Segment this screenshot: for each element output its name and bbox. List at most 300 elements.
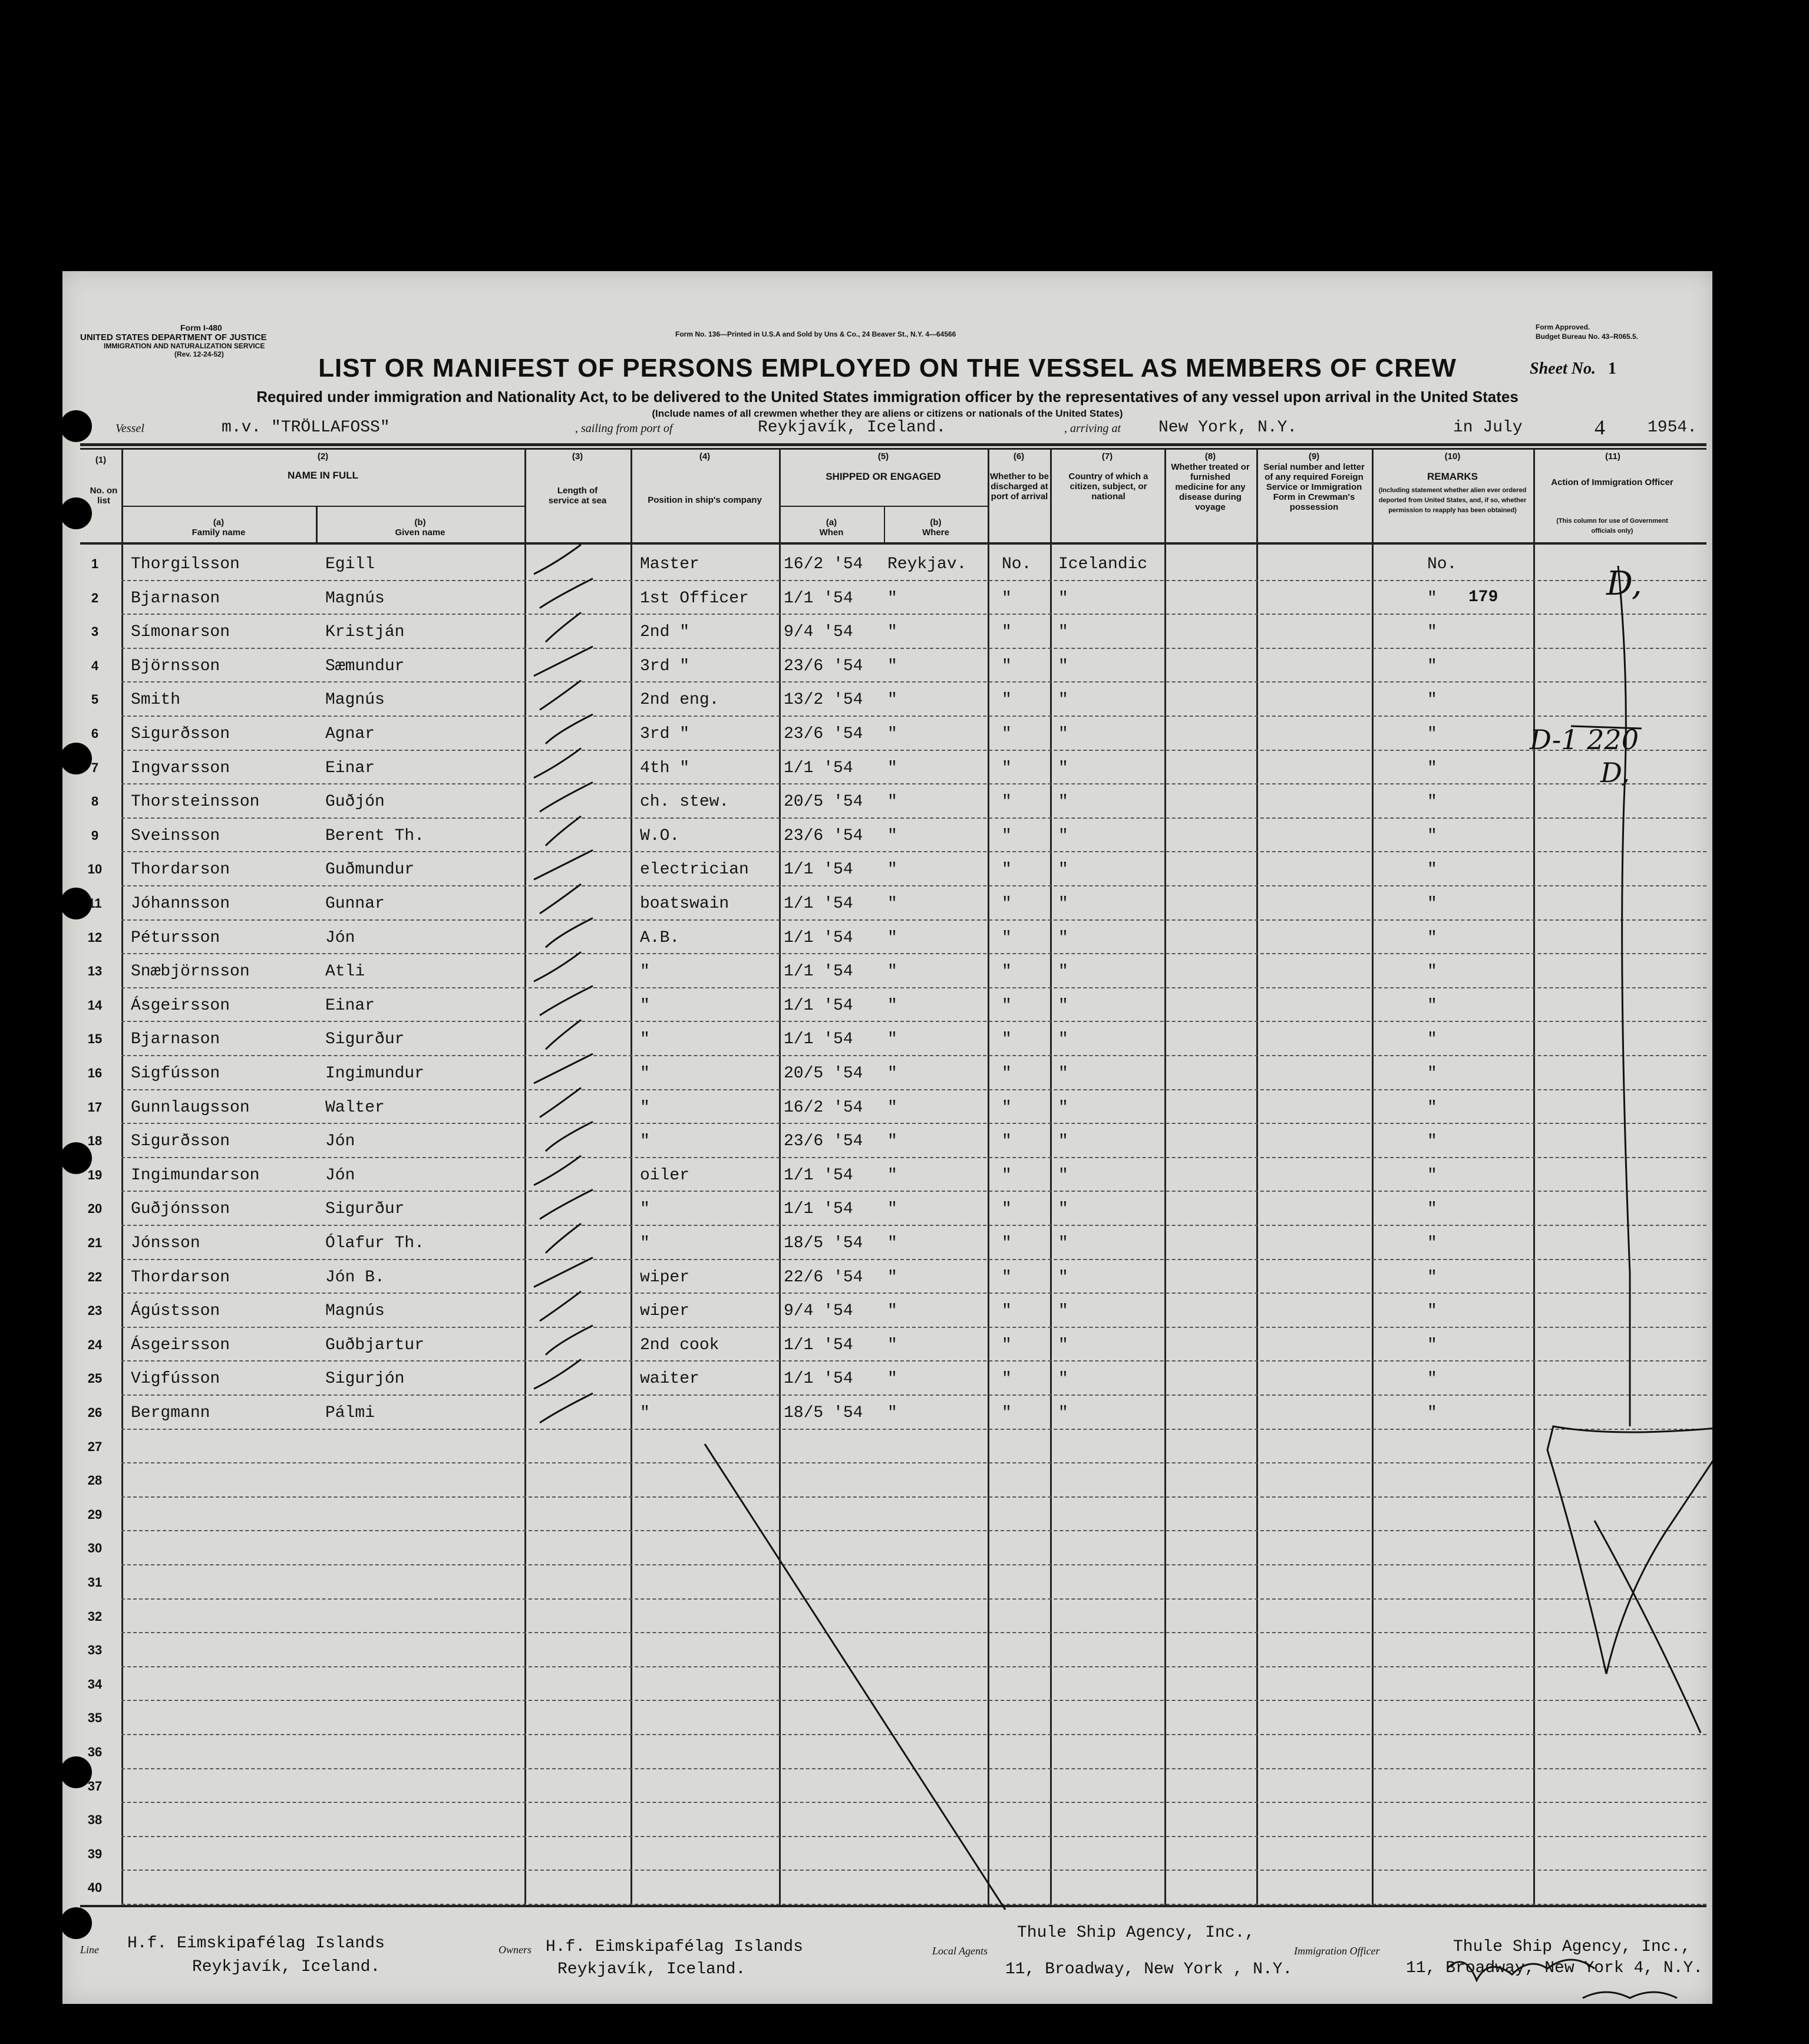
- punch-hole: [60, 1907, 92, 1939]
- discharge-flag: ": [1002, 793, 1012, 812]
- shipped-when: 13/2 '54: [784, 691, 863, 710]
- shipped-when: 16/2 '54: [784, 1098, 863, 1117]
- table-row: [62, 1064, 1712, 1099]
- row-number: 40: [87, 1880, 103, 1895]
- table-row: [62, 997, 1712, 1031]
- row-rule: [121, 1700, 1706, 1701]
- remarks: ": [1427, 1370, 1437, 1389]
- remarks: ": [1427, 996, 1437, 1015]
- row-rule: [121, 1632, 1706, 1633]
- position: 1st Officer: [640, 589, 749, 608]
- table-row: [62, 725, 1712, 759]
- row-number: 23: [87, 1303, 103, 1318]
- revision: (Rev. 12-24-52): [174, 350, 224, 358]
- column-header: (10): [1444, 451, 1461, 461]
- shipped-when: 16/2 '54: [784, 555, 863, 573]
- country: ": [1058, 1166, 1068, 1185]
- country: ": [1058, 759, 1068, 777]
- discharge-flag: ": [1002, 826, 1012, 845]
- position: oiler: [640, 1166, 690, 1185]
- table-row: [62, 1370, 1712, 1404]
- given-name: Guðjón: [325, 793, 385, 812]
- shipped-where: ": [887, 996, 897, 1015]
- row-number: 34: [87, 1676, 103, 1692]
- immigration-value: 11, Broadway, New York 4, N.Y.: [1406, 1959, 1704, 1977]
- column-header: (a) When: [819, 517, 844, 538]
- shipped-when: 1/1 '54: [784, 589, 853, 608]
- table-row: [62, 929, 1712, 963]
- table-row: [62, 623, 1712, 657]
- line-value: H.f. Eimskipafélag Islands: [127, 1934, 385, 1953]
- shipped-where: ": [887, 1336, 897, 1354]
- position: ": [640, 1030, 650, 1049]
- column-header: (This column for use of Government officials only): [1556, 517, 1668, 535]
- remarks: ": [1427, 1166, 1437, 1185]
- discharge-flag: ": [1002, 759, 1012, 777]
- line-label: Line: [80, 1944, 100, 1956]
- remarks: ": [1427, 1098, 1437, 1117]
- position: ": [640, 1404, 650, 1422]
- vessel-name: m.v. "TRÖLLAFOSS": [222, 418, 390, 437]
- table-row: [62, 1099, 1712, 1133]
- family-name: Bjarnason: [131, 1030, 220, 1049]
- column-header: (a) Family name: [192, 517, 246, 538]
- column-header: (1): [95, 455, 107, 465]
- discharge-flag: ": [1002, 1064, 1012, 1083]
- discharge-flag: ": [1002, 1404, 1012, 1422]
- row-rule: [121, 1666, 1706, 1667]
- given-name: Kristján: [325, 623, 405, 642]
- discharge-flag: ": [1002, 895, 1012, 913]
- shipped-when: 23/6 '54: [784, 1132, 863, 1151]
- family-name: Snæbjörnsson: [131, 962, 250, 981]
- remarks: ": [1427, 1302, 1437, 1321]
- given-name: Agnar: [325, 725, 375, 743]
- owners-value: Reykjavík, Iceland.: [557, 1960, 746, 1979]
- position: 2nd ": [640, 623, 690, 642]
- column-header: (9): [1308, 451, 1320, 461]
- remarks: No.: [1427, 555, 1457, 573]
- table-row: [62, 691, 1712, 725]
- given-name: Jón B.: [325, 1268, 385, 1287]
- given-name: Egill: [325, 555, 375, 573]
- discharge-flag: ": [1002, 1132, 1012, 1151]
- given-name: Guðmundur: [325, 861, 415, 879]
- discharge-flag: ": [1002, 928, 1012, 947]
- country: ": [1058, 1064, 1068, 1083]
- given-name: Sigurjón: [325, 1370, 405, 1389]
- country: ": [1058, 725, 1068, 743]
- column-header: SHIPPED OR ENGAGED: [826, 471, 941, 482]
- row-number: 25: [87, 1371, 103, 1386]
- column-header: (3): [572, 451, 583, 461]
- discharge-flag: ": [1002, 725, 1012, 743]
- row-number: 30: [87, 1541, 103, 1556]
- shipped-where: ": [887, 725, 897, 743]
- column-header: Whether to be discharged at port of arrival: [990, 472, 1049, 502]
- given-name: Magnús: [325, 589, 385, 608]
- table-row: [62, 1030, 1712, 1064]
- given-name: Einar: [325, 996, 375, 1015]
- shipped-when: 1/1 '54: [784, 1200, 853, 1219]
- immigration-value: Thule Ship Agency, Inc.,: [1453, 1938, 1691, 1956]
- row-number: 33: [87, 1643, 103, 1658]
- row-number: 1: [91, 556, 99, 571]
- column-header: Serial number and letter of any required Foreign Service or Immigration Form in Crewman's possession: [1263, 462, 1365, 512]
- remarks-annotation: 179: [1468, 588, 1498, 606]
- row-rule: [121, 1768, 1706, 1769]
- table-row: [62, 1166, 1712, 1201]
- remarks: ": [1427, 895, 1437, 913]
- remarks: ": [1427, 589, 1437, 608]
- family-name: Bjarnason: [131, 589, 220, 608]
- row-rule: [121, 1870, 1706, 1871]
- arriving-label: , arriving at: [1064, 422, 1121, 435]
- remarks: ": [1427, 1336, 1437, 1354]
- row-number: 12: [87, 929, 103, 945]
- shipped-where: ": [887, 1030, 897, 1049]
- table-row: [62, 861, 1712, 895]
- position: ": [640, 1098, 650, 1117]
- row-number: 4: [91, 658, 99, 673]
- given-name: Berent Th.: [325, 826, 425, 845]
- shipped-where: ": [887, 861, 897, 879]
- row-number: 19: [87, 1167, 103, 1182]
- table-row: [62, 895, 1712, 929]
- country: ": [1058, 1336, 1068, 1354]
- vessel-line: [86, 418, 1701, 440]
- given-name: Sæmundur: [325, 657, 405, 675]
- country: ": [1058, 996, 1068, 1015]
- position: Master: [640, 555, 699, 573]
- shipped-where: ": [887, 1370, 897, 1389]
- agents-value: 11, Broadway, New York , N.Y.: [1005, 1960, 1293, 1979]
- discharge-flag: No.: [1002, 555, 1032, 573]
- sailing-port: Reykjavík, Iceland.: [758, 418, 946, 437]
- row-number: 26: [87, 1405, 103, 1420]
- shipped-when: 18/5 '54: [784, 1234, 863, 1252]
- agents-value: Thule Ship Agency, Inc.,: [1017, 1924, 1255, 1942]
- row-number: 20: [87, 1201, 103, 1216]
- remarks: ": [1427, 1132, 1437, 1151]
- position: ": [640, 962, 650, 981]
- family-name: Thordarson: [131, 861, 230, 879]
- row-rule: [121, 1462, 1706, 1463]
- discharge-flag: ": [1002, 657, 1012, 675]
- discharge-flag: ": [1002, 962, 1012, 981]
- country: Icelandic: [1058, 555, 1148, 573]
- shipped-when: 22/6 '54: [784, 1268, 863, 1287]
- column-header: (7): [1101, 451, 1113, 461]
- discharge-flag: ": [1002, 1234, 1012, 1252]
- country: ": [1058, 1370, 1068, 1389]
- owners-label: Owners: [499, 1944, 532, 1956]
- family-name: Sigurðsson: [131, 725, 230, 743]
- sheet-value: 1: [1608, 360, 1616, 378]
- table-row: [62, 1302, 1712, 1336]
- row-number: 6: [91, 726, 99, 741]
- remarks: ": [1427, 928, 1437, 947]
- row-number: 24: [87, 1337, 103, 1352]
- row-number: 21: [87, 1235, 103, 1250]
- shipped-when: 20/5 '54: [784, 793, 863, 812]
- position: electrician: [640, 861, 749, 879]
- shipped-when: 1/1 '54: [784, 1166, 853, 1185]
- discharge-flag: ": [1002, 1268, 1012, 1287]
- row-number: 8: [91, 794, 99, 809]
- remarks: ": [1427, 1234, 1437, 1252]
- shipped-when: 1/1 '54: [784, 996, 853, 1015]
- discharge-flag: ": [1002, 1166, 1012, 1185]
- shipped-when: 18/5 '54: [784, 1404, 863, 1422]
- position: 4th ": [640, 759, 690, 777]
- printer-line: Form No. 136—Printed in U.S.A and Sold by Uns & Co., 24 Beaver St., N.Y. 4—64566: [675, 330, 956, 338]
- country: ": [1058, 1030, 1068, 1049]
- position: ": [640, 1200, 650, 1219]
- shipped-when: 23/6 '54: [784, 657, 863, 675]
- table-row: [62, 657, 1712, 691]
- shipped-where: ": [887, 589, 897, 608]
- family-name: Pétursson: [131, 928, 220, 947]
- vessel-label: Vessel: [115, 422, 144, 435]
- form-subtitle-note: (Include names of all crewmen whether they are aliens or citizens or nationals of the United States): [652, 408, 1123, 419]
- table-row: [62, 759, 1712, 793]
- country: ": [1058, 623, 1068, 642]
- row-number: 3: [91, 624, 99, 639]
- remarks: ": [1427, 1030, 1437, 1049]
- given-name: Pálmi: [325, 1404, 375, 1422]
- family-name: Jónsson: [131, 1234, 200, 1252]
- row-rule: [121, 1802, 1706, 1803]
- shipped-where: Reykjav.: [887, 555, 967, 573]
- remarks: ": [1427, 657, 1437, 675]
- table-row: [62, 589, 1712, 624]
- shipped-where: ": [887, 1302, 897, 1321]
- family-name: Ágústsson: [131, 1302, 220, 1321]
- discharge-flag: ": [1002, 691, 1012, 710]
- row-number: 11: [88, 896, 102, 911]
- country: ": [1058, 895, 1068, 913]
- line-value: Reykjavík, Iceland.: [192, 1958, 381, 1976]
- shipped-where: ": [887, 657, 897, 675]
- remarks: ": [1427, 861, 1437, 879]
- row-rule: [121, 1564, 1706, 1565]
- position: wiper: [640, 1302, 690, 1321]
- column-header: No. on list: [90, 486, 118, 506]
- country: ": [1058, 1132, 1068, 1151]
- position: boatswain: [640, 895, 729, 913]
- country: ": [1058, 1268, 1068, 1287]
- given-name: Jón: [325, 928, 355, 947]
- table-border: [80, 448, 1706, 450]
- action-annotation: D-1 220: [1530, 724, 1639, 756]
- column-header: (4): [699, 451, 711, 461]
- shipped-where: ": [887, 1132, 897, 1151]
- position: ": [640, 1132, 650, 1151]
- position: wiper: [640, 1268, 690, 1287]
- column-header: (b) Given name: [395, 517, 445, 538]
- form-approved: Form Approved.: [1536, 323, 1590, 331]
- shipped-when: 1/1 '54: [784, 1030, 853, 1049]
- table-row: [62, 793, 1712, 827]
- family-name: Thordarson: [131, 1268, 230, 1287]
- header-rule: [779, 506, 988, 507]
- family-name: Gunnlaugsson: [131, 1098, 250, 1117]
- remarks: ": [1427, 826, 1437, 845]
- remarks: ": [1427, 759, 1437, 777]
- row-number: 28: [87, 1473, 103, 1488]
- family-name: Thorsteinsson: [131, 793, 260, 812]
- country: ": [1058, 793, 1068, 812]
- given-name: Ingimundur: [325, 1064, 425, 1083]
- arrival-port: New York, N.Y.: [1158, 418, 1298, 437]
- given-name: Atli: [325, 962, 365, 981]
- shipped-where: ": [887, 962, 897, 981]
- given-name: Jón: [325, 1166, 355, 1185]
- family-name: Símonarson: [131, 623, 230, 642]
- row-number: 13: [87, 964, 103, 979]
- table-row: [62, 1132, 1712, 1166]
- country: ": [1058, 861, 1068, 879]
- row-number: 22: [87, 1269, 103, 1284]
- column-header: Country of which a citizen, subject, or national: [1068, 472, 1148, 502]
- column-header: (2): [317, 451, 329, 461]
- column-header: (8): [1204, 451, 1216, 461]
- shipped-when: 1/1 '54: [784, 928, 853, 947]
- table-row: [62, 962, 1712, 997]
- family-name: Bergmann: [131, 1404, 210, 1422]
- country: ": [1058, 1404, 1068, 1422]
- family-name: Jóhannsson: [131, 895, 230, 913]
- position: waiter: [640, 1370, 699, 1389]
- country: ": [1058, 1302, 1068, 1321]
- column-header: NAME IN FULL: [288, 470, 358, 481]
- country: ": [1058, 691, 1068, 710]
- position: 3rd ": [640, 657, 690, 675]
- shipped-where: ": [887, 1166, 897, 1185]
- owners-value: H.f. Eimskipafélag Islands: [546, 1938, 803, 1956]
- shipped-when: 1/1 '54: [784, 962, 853, 981]
- discharge-flag: ": [1002, 1370, 1012, 1389]
- column-header: (b) Where: [922, 517, 949, 538]
- row-number: 36: [87, 1745, 103, 1759]
- row-number: 37: [87, 1778, 103, 1794]
- arrival-year: 1954.: [1648, 418, 1698, 437]
- family-name: Vigfússon: [131, 1370, 220, 1389]
- column-header: Action of Immigration Officer: [1551, 477, 1673, 487]
- discharge-flag: ": [1002, 1098, 1012, 1117]
- table-row: [62, 827, 1712, 861]
- shipped-where: ": [887, 793, 897, 812]
- discharge-flag: ": [1002, 623, 1012, 642]
- remarks: ": [1427, 793, 1437, 812]
- budget-bureau: Budget Bureau No. 43–R065.5.: [1536, 332, 1639, 341]
- row-number: 14: [87, 997, 103, 1013]
- discharge-flag: ": [1002, 1302, 1012, 1321]
- shipped-when: 9/4 '54: [784, 1302, 853, 1321]
- position: A.B.: [640, 928, 680, 947]
- shipped-when: 1/1 '54: [784, 1336, 853, 1354]
- country: ": [1058, 928, 1068, 947]
- column-header: (11): [1605, 451, 1620, 461]
- remarks: ": [1427, 691, 1437, 710]
- family-name: Sveinsson: [131, 826, 220, 845]
- shipped-when: 1/1 '54: [784, 1370, 853, 1389]
- given-name: Einar: [325, 759, 375, 777]
- column-header: (5): [877, 451, 889, 461]
- remarks: ": [1427, 1064, 1437, 1083]
- shipped-when: 23/6 '54: [784, 725, 863, 743]
- column-header: REMARKS: [1427, 471, 1478, 482]
- discharge-flag: ": [1002, 996, 1012, 1015]
- given-name: Sigurður: [325, 1200, 405, 1219]
- department: UNITED STATES DEPARTMENT OF JUSTICE: [80, 332, 267, 342]
- position: ch. stew.: [640, 793, 729, 812]
- column-header: Position in ship's company: [648, 495, 762, 505]
- country: ": [1058, 657, 1068, 675]
- shipped-where: ": [887, 1404, 897, 1422]
- table-row: [62, 555, 1712, 589]
- sheet-label: Sheet No.: [1530, 360, 1596, 378]
- header-rule: [121, 506, 524, 507]
- shipped-where: ": [887, 1268, 897, 1287]
- position: ": [640, 1234, 650, 1252]
- table-border: [80, 1905, 1706, 1907]
- position: W.O.: [640, 826, 680, 845]
- table-row: [62, 1200, 1712, 1234]
- table-row: [62, 1336, 1712, 1370]
- row-number: 10: [87, 862, 103, 877]
- family-name: Björnsson: [131, 657, 220, 675]
- shipped-where: ": [887, 1200, 897, 1219]
- shipped-where: ": [887, 759, 897, 777]
- family-name: Ingvarsson: [131, 759, 230, 777]
- remarks: ": [1427, 962, 1437, 981]
- service: IMMIGRATION AND NATURALIZATION SERVICE: [104, 342, 265, 350]
- column-header: (6): [1013, 451, 1025, 461]
- shipped-when: 1/1 '54: [784, 759, 853, 777]
- column-header: (Including statement whether alien ever ordered deported from United States, and, if so, whether permission to reapply has been obtained): [1378, 487, 1527, 514]
- row-rule: [121, 1598, 1706, 1600]
- row-number: 32: [87, 1608, 103, 1624]
- column-header: Length of service at sea: [548, 486, 607, 506]
- discharge-flag: ": [1002, 589, 1012, 608]
- sheet-number: [1530, 360, 1616, 378]
- row-rule: [121, 1496, 1706, 1498]
- arrival-day: 4: [1595, 416, 1605, 439]
- discharge-flag: ": [1002, 861, 1012, 879]
- country: ": [1058, 1234, 1068, 1252]
- shipped-when: 1/1 '54: [784, 895, 853, 913]
- shipped-where: ": [887, 691, 897, 710]
- country: ": [1058, 1200, 1068, 1219]
- row-rule: [121, 1530, 1706, 1531]
- row-number: 15: [87, 1031, 103, 1047]
- shipped-where: ": [887, 928, 897, 947]
- remarks: ": [1427, 623, 1437, 642]
- shipped-when: 20/5 '54: [784, 1064, 863, 1083]
- form-id: Form I-480: [180, 323, 222, 332]
- position: ": [640, 1064, 650, 1083]
- remarks: ": [1427, 1268, 1437, 1287]
- shipped-where: ": [887, 1098, 897, 1117]
- given-name: Guðbjartur: [325, 1336, 425, 1354]
- given-name: Magnús: [325, 1302, 385, 1321]
- remarks: ": [1427, 1200, 1437, 1219]
- shipped-when: 9/4 '54: [784, 623, 853, 642]
- row-rule: [121, 1904, 1706, 1905]
- given-name: Magnús: [325, 691, 385, 710]
